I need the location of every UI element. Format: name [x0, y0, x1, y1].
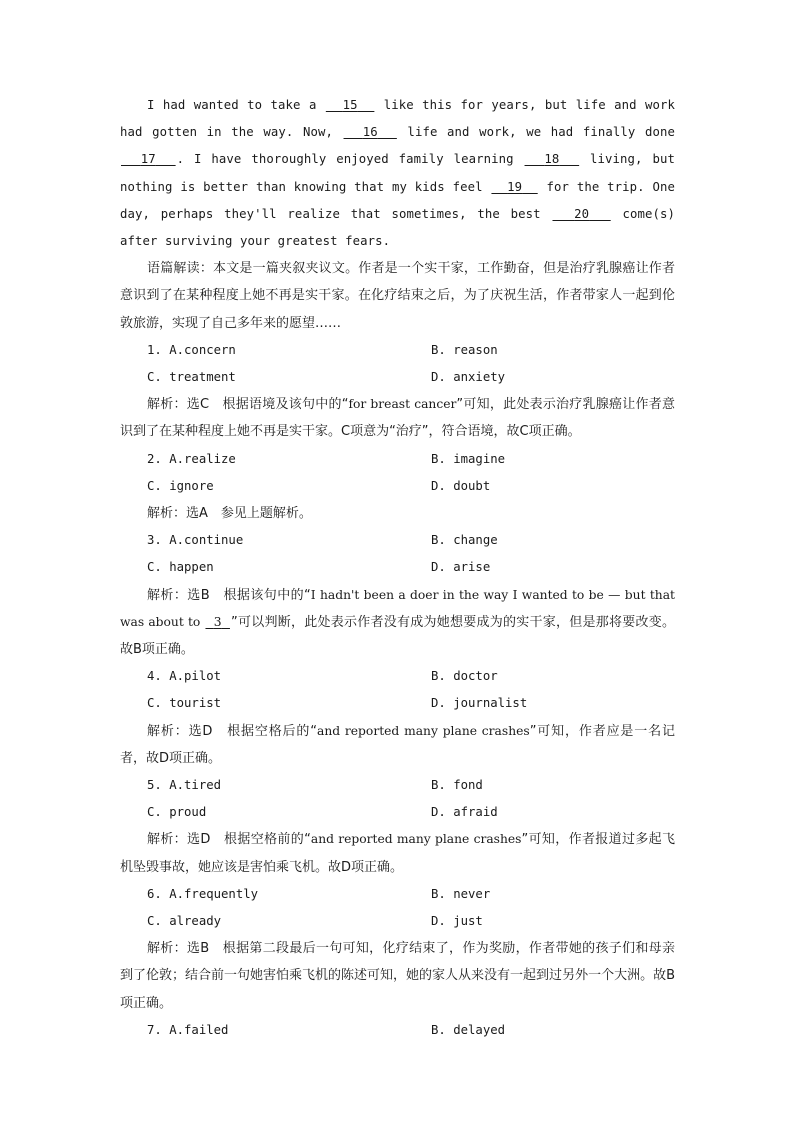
option-d: D. just — [431, 913, 483, 928]
option-d: D. journalist — [431, 696, 528, 711]
passage-text: life and work, we had finally done — [397, 125, 675, 140]
option-b: B. reason — [431, 342, 498, 357]
question-block — [120, 772, 675, 881]
option-d: D. arise — [431, 560, 491, 575]
blank-16: 16 — [362, 125, 378, 140]
blank-15: 15 — [342, 98, 358, 112]
quoted-text: and reported many plane crashes — [317, 723, 530, 738]
option-c: C. ignore — [147, 478, 214, 493]
option-row-q7 — [120, 1017, 675, 1044]
document-page — [120, 92, 675, 1044]
option-a: 5. A.tired — [147, 777, 222, 792]
passage-text: I had wanted to take a — [147, 98, 325, 112]
option-c: C. already — [147, 913, 222, 928]
option-row — [120, 663, 675, 690]
question-block — [120, 663, 675, 772]
option-b: B. delayed — [431, 1022, 506, 1037]
question-list — [120, 337, 675, 1017]
option-d: D. doubt — [431, 478, 491, 493]
option-b: B. imagine — [431, 451, 506, 466]
option-c: C. proud — [147, 805, 207, 820]
passage-text: . I have thoroughly enjoyed family learning — [176, 152, 524, 167]
blank-19: 19 — [507, 179, 523, 194]
passage-text: living, but nothing is better than knowing that my kids feel — [120, 152, 675, 194]
option-a: 1. A.concern — [147, 342, 236, 357]
option-c: C. tourist — [147, 696, 222, 711]
option-b: B. fond — [431, 777, 483, 792]
option-row — [120, 473, 675, 500]
passage-text: come(s) after surviving your greatest fears. — [120, 206, 676, 249]
explanation: 解析：选A 参见上题解析。 — [147, 505, 312, 521]
question-block — [120, 881, 675, 1017]
option-row — [120, 799, 675, 826]
quoted-text: for breast cancer — [348, 397, 457, 412]
option-row — [120, 527, 675, 554]
option-row — [120, 772, 675, 799]
option-b: B. doctor — [431, 669, 498, 684]
option-d: D. afraid — [431, 805, 498, 820]
blank-18: 18 — [544, 152, 560, 167]
passage-paragraph — [120, 92, 675, 255]
option-a: 2. A.realize — [147, 451, 236, 466]
option-c: C. treatment — [147, 370, 236, 385]
question-block — [120, 337, 675, 446]
explanation: 解析：选D 根据空格前的“and reported many plane crashes”可知，作者报道过多起飞机坠毁事故，她应该是害怕乘飞机。故D项正确。 — [120, 832, 675, 875]
option-c: C. happen — [147, 560, 214, 575]
summary-paragraph: 语篇解读：本文是一篇夹叙夹议文。作者是一个实干家，工作勤奋，但是治疗乳腺癌让作者意识到了在某种程度上她不再是实干家。在化疗结束之后，为了庆祝生活，作者带家人一起到伦敦旅游，实现了自己多年来的愿望…… — [120, 261, 675, 331]
blank-20: 20 — [574, 206, 590, 221]
quoted-text: I hadn't been a doer in the way I wanted to be — but that was about to — [120, 587, 675, 629]
explanation: 解析：选B 根据第二段最后一句可知，化疗结束了，作为奖励，作者带她的孩子们和母亲到了伦敦；结合前一句她害怕乘飞机的陈述可知，她的家人从来没有一起到过另外一个大洲。故B项正确。 — [120, 941, 675, 1011]
option-row — [120, 364, 675, 391]
option-d: D. anxiety — [431, 370, 506, 385]
option-row — [120, 881, 675, 908]
option-a: 4. A.pilot — [147, 669, 222, 684]
option-a: 3. A.continue — [147, 533, 244, 548]
passage-text: for the trip. One day, perhaps they'll realize that sometimes, the best — [120, 179, 675, 221]
blank-3: 3 — [213, 614, 222, 629]
option-row — [120, 554, 675, 581]
question-block — [120, 446, 675, 528]
question-block — [120, 527, 675, 663]
option-row — [120, 446, 675, 473]
explanation: 解析：选B 根据该句中的“I hadn't been a doer in the way I wanted to be — but that was about to 3 ”可以判断，此处表示作者没有成为她想要成为的实干家，但是那将要改变。故B项正确。 — [120, 587, 675, 657]
quoted-text: and reported many plane crashes — [310, 832, 522, 847]
option-b: B. never — [431, 886, 491, 901]
option-row — [120, 908, 675, 935]
option-b: B. change — [431, 533, 498, 548]
explanation: 解析：选C 根据语境及该句中的“for breast cancer”可知，此处表示治疗乳腺癌让作者意识到了在某种程度上她不再是实干家。C项意为“治疗”，符合语境，故C项正确。 — [120, 397, 675, 440]
explanation: 解析：选D 根据空格后的“and reported many plane crashes”可知，作者应是一名记者，故D项正确。 — [120, 723, 675, 766]
option-a: 6. A.frequently — [147, 886, 259, 901]
option-row — [120, 690, 675, 717]
option-row — [120, 337, 675, 364]
passage-text: like this for years, but life and work had gotten in the way. Now, — [120, 98, 675, 140]
blank-17: 17 — [140, 152, 156, 167]
option-a: 7. A.failed — [147, 1022, 229, 1037]
